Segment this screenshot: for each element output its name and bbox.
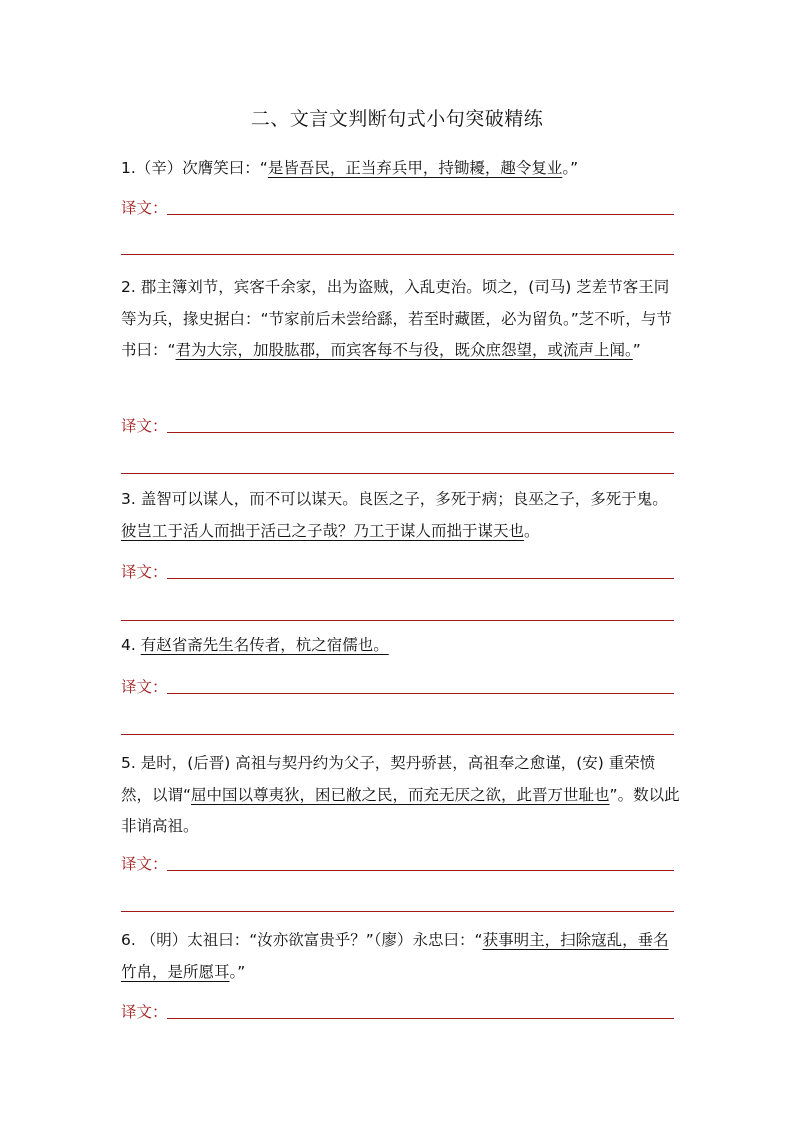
question-2-underlined-text: 君为大宗，加股肱郡，而宾客每不与役，既众庶怨望，或流声上闻。 <box>175 341 633 359</box>
question-3-text-end: 。 <box>524 521 540 540</box>
answer-label: 译文： <box>121 199 168 217</box>
answer-row-2[interactable] <box>121 416 674 446</box>
question-5-text-end: ”。数以此非诮高祖。 <box>121 785 680 835</box>
answer-label: 译文： <box>121 563 168 581</box>
question-3-underlined-text: 彼岂工于活人而拙于活己之子哉？乃工于谋人而拙于谋天也 <box>121 521 525 540</box>
question-2 <box>121 272 681 367</box>
question-1-text-end: 。” <box>562 159 579 177</box>
question-3 <box>121 484 681 547</box>
answer-label: 译文： <box>121 678 168 696</box>
answer-line[interactable] <box>167 1018 674 1019</box>
question-1-underlined-text: 是皆吾民，正当弃兵甲，持锄耰，趣令复业 <box>267 159 563 177</box>
answer-line-extra[interactable] <box>121 473 674 474</box>
question-3-text: 3. 盖智可以谋人，而不可以谋天。良医之子，多死于病；良巫之子，多死于鬼。 <box>121 490 668 508</box>
answer-label: 译文： <box>121 855 168 873</box>
question-4-underlined-text: 有赵省斋先生名传者，杭之宿儒也。 <box>140 636 389 654</box>
answer-line[interactable] <box>167 693 674 694</box>
question-6-underlined-text: 获事明主，扫除寇乱，垂名竹帛，是所愿耳 <box>121 931 669 981</box>
answer-row-6[interactable] <box>121 1002 674 1032</box>
answer-row-1[interactable] <box>121 198 674 228</box>
question-6-text: 6. （明）太祖曰：“汝亦欲富贵乎？”（廖）永忠曰：“ <box>121 931 483 949</box>
answer-row-5[interactable] <box>121 854 674 884</box>
question-5-underlined-text: 屈中国以尊夷狄，困已敝之民，而充无厌之欲，此晋万世耻也 <box>191 785 610 804</box>
answer-line-extra[interactable] <box>121 911 674 912</box>
question-6 <box>121 925 681 988</box>
answer-row-3[interactable] <box>121 562 674 592</box>
answer-label: 译文： <box>121 417 168 435</box>
question-1-text: 1.（辛）次膺笑曰：“ <box>121 159 268 177</box>
question-2-text-end: ” <box>632 341 641 359</box>
answer-row-4[interactable] <box>121 677 674 707</box>
answer-line[interactable] <box>167 578 674 579</box>
question-5 <box>121 748 681 843</box>
answer-line-extra[interactable] <box>121 254 674 255</box>
question-2-text: 2. 郡主簿刘节，宾客千余家，出为盗贼，入乱吏治。顷之，(司马) 芝差节客王同等为兵，掾史据白：“节家前后未尝给繇，若至时藏匿，必为留负。”芝不听，与节书曰：“ <box>121 278 672 359</box>
question-5-text: 5. 是时，(后晋) 高祖与契丹约为父子，契丹骄甚，高祖奉之愈谨，(安) 重荣愤然，以谓“ <box>121 754 656 804</box>
question-4-text: 4. <box>121 636 141 654</box>
question-1 <box>121 153 681 185</box>
page-title: 二、文言文判断句式小句突破精练 <box>250 108 544 130</box>
answer-line-extra[interactable] <box>121 620 674 621</box>
question-4 <box>121 630 681 662</box>
answer-line[interactable] <box>167 870 674 871</box>
question-6-text-end: 。” <box>229 962 246 981</box>
answer-line[interactable] <box>167 214 674 215</box>
answer-line-extra[interactable] <box>121 734 674 735</box>
answer-label: 译文： <box>121 1003 168 1021</box>
answer-line[interactable] <box>167 432 674 433</box>
